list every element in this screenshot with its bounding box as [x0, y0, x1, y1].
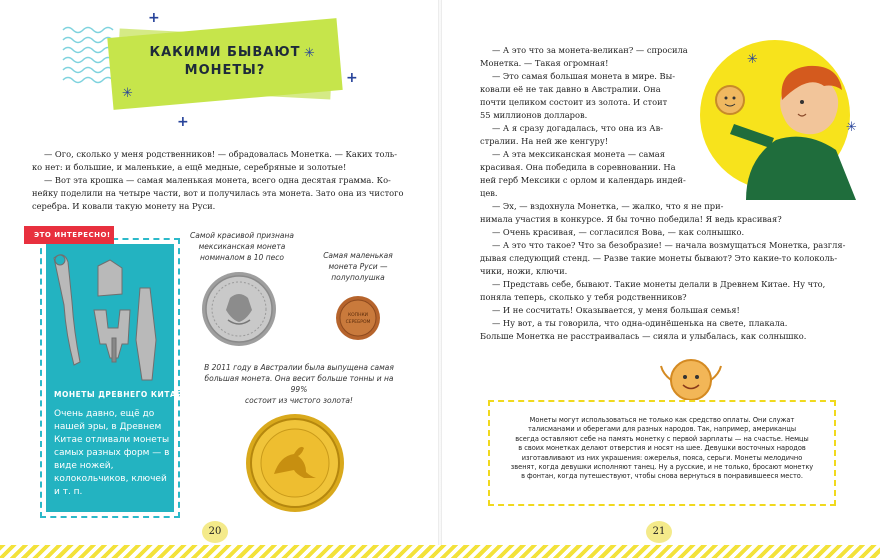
caption-line: номиналом в 10 песо [200, 253, 284, 262]
paragraph: цев. [480, 188, 498, 198]
caption-line: Самая маленькая [323, 251, 393, 260]
caption-line: мексиканская монета [198, 242, 286, 251]
sparkle-icon: ✳ [122, 86, 133, 101]
smallest-coin-image [334, 294, 382, 342]
svg-text:КОПНКИ: КОПНКИ [347, 313, 369, 318]
paragraph: почти целиком состоит из золота. И стоит [480, 97, 668, 107]
paragraph: — Эх, — вздохнула Монетка, — жалко, что я не при- [492, 201, 724, 211]
paragraph: нейку поделили на четыре части, вот и получилась эта монета. Зато она из чистого [32, 188, 404, 198]
info-line: в своих монетках делают отверстия и носят на шее. Девушки восточных народов [518, 444, 806, 453]
caption-line: монета Руси — [328, 262, 388, 271]
caption-mexican-coin [186, 230, 298, 263]
paragraph: — Очень красивая, — согласился Вова, — как солнышко. [492, 227, 745, 237]
australian-gold-coin-image [244, 412, 346, 514]
boy-with-coin-illustration [706, 40, 856, 200]
paragraph: — Вот эта крошка — самая маленькая монета, всего одна десятая грамма. Ко- [44, 175, 391, 185]
ancient-coins-title: МОНЕТЫ ДРЕВНЕГО КИТАЯ [54, 390, 183, 399]
plus-icon: + [177, 114, 189, 130]
caption-line: полуполушка [331, 273, 385, 282]
caption-line: В 2011 году в Австралии была выпущена самая [204, 363, 394, 372]
paragraph: — И не сосчитать! Оказывается, у меня большая семья! [492, 305, 740, 315]
caption-line: Самой красивой признана [189, 231, 294, 240]
page-number-right: 21 [646, 521, 672, 543]
intro-text [32, 148, 412, 213]
title-line-2: МОНЕТЫ? [184, 63, 266, 78]
book-gutter [438, 0, 442, 558]
info-line: в фонтан, когда путешествуют, чтобы снова вернуться в понравившееся место. [521, 472, 803, 481]
paragraph: Больше Монетка не расстраивалась — сияла и улыбалась, как солнышко. [480, 331, 807, 341]
ancient-coins-text: Очень давно, ещё до нашей эры, в Древнем Китае отливали монеты самых разных форм — в виде ножей, колокольчиков, ключей и т. п. [54, 409, 170, 497]
caption-line: состоит из чистого золота! [245, 396, 353, 405]
plus-icon: + [148, 10, 160, 26]
paragraph: поняла теперь, сколько у тебя родственников? [480, 292, 687, 302]
svg-text:СЕРЕБРОМ: СЕРЕБРОМ [345, 320, 371, 325]
page-title [118, 44, 332, 80]
paragraph: — А это что за монета-великан? — спросила [492, 45, 688, 55]
story-text-column [480, 44, 710, 200]
paragraph: — Это самая большая монета в мире. Вы- [492, 71, 676, 81]
paragraph: стралии. На ней же кенгуру! [480, 136, 609, 146]
info-line: звенят, когда девушки исполняют танец. Ну а русские, и не только, бросают монетку [510, 463, 814, 472]
paragraph: дывая следующий стенд. — Разве такие монеты бывают? Это какие-то колоколь- [480, 253, 838, 263]
title-line-1: КАКИМИ БЫВАЮТ [149, 45, 301, 60]
paragraph: — Ого, сколько у меня родственников! — обрадовалась Монетка. — Каких толь- [44, 149, 398, 159]
story-text-wide [480, 200, 860, 343]
paragraph: ковали её не так давно в Австралии. Она [480, 84, 661, 94]
paragraph: чики, ножи, ключи. [480, 266, 568, 276]
paragraph: — Представь себе, бывают. Такие монеты делали в Древнем Китае. Ну что, [492, 279, 826, 289]
ancient-chinese-coins-image [48, 248, 172, 386]
paragraph: Монетка. — Такая огромная! [480, 58, 609, 68]
caption-line: большая монета. Она весит больше тонны и на 99% [204, 374, 394, 394]
paragraph: — А эта мексиканская монета — самая [492, 149, 665, 159]
info-box-text [498, 416, 826, 482]
plus-icon: + [346, 70, 358, 86]
sparkle-icon: ✳ [846, 120, 857, 135]
info-line: всегда оставляют себе на память монетку с первой зарплаты — на счастье. Немцы [515, 434, 809, 443]
caption-australian-coin [196, 362, 402, 406]
paragraph: красивая. Она победила в соревновании. На [480, 162, 676, 172]
paragraph: серебра. И ковали такую монету на Руси. [32, 201, 216, 211]
paragraph: 55 миллионов долларов. [480, 110, 588, 120]
paragraph: — Ну вот, а ты говорила, что одна-одинёшенька на свете, плакала. [492, 318, 788, 328]
paragraph: нимала участия в конкурсе. Я бы точно победила! Я ведь красивая? [480, 214, 782, 224]
interesting-tab: ЭТО ИНТЕРЕСНО! [24, 226, 114, 244]
paragraph: — А я сразу догадалась, что она из Ав- [492, 123, 664, 133]
mexican-coin-image [200, 270, 278, 348]
info-line: изготавливают из них украшения: ожерелья, пояса, серьги. Монеты мелодично [521, 453, 803, 462]
paragraph: ней герб Мексики с орлом и календарь индей- [480, 175, 686, 185]
info-line: Монеты могут использоваться не только как средство оплаты. Они служат [529, 416, 795, 424]
page-number-left: 20 [202, 521, 228, 543]
bottom-stripe-decoration [0, 545, 880, 558]
sparkle-icon: ✳ [304, 46, 315, 61]
sparkle-icon: ✳ [747, 52, 758, 67]
caption-smallest-coin [316, 250, 400, 283]
paragraph: — А это что такое? Что за безобразие! — начала возмущаться Монетка, разгля- [492, 240, 846, 250]
info-line: талисманами и оберегами для разных народов. Так, например, американцы [527, 425, 797, 434]
paragraph: ко нет: и большие, и маленькие, а ещё медные, серебряные и золотые! [32, 162, 347, 172]
